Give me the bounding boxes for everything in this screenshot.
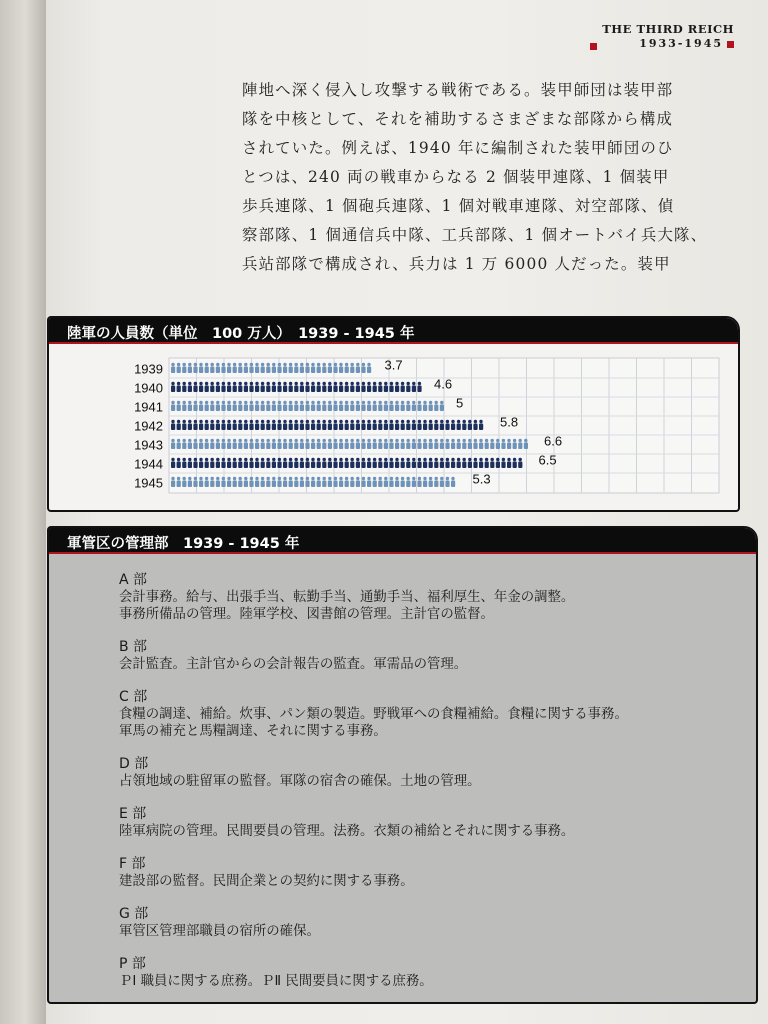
chart-header [49,318,738,344]
body-line: されていた。例えば、1940 年に編制された装甲師団のひ [242,139,674,157]
value-label: 3.7 [384,357,403,373]
personnel-chart [47,316,740,512]
department-duty: 建設部の監督。民間企業との契約に関する事務。 [119,874,414,889]
department-duty: 事務所備品の管理。陸軍学校、図書館の管理。主計官の監督。 [119,607,494,622]
department-duty: 会計監査。主計官からの会計報告の監査。軍需品の管理。 [119,657,468,672]
department-block [119,806,719,840]
bar-1944 [171,458,522,468]
body-line: 陣地へ深く侵入し攻撃する戦術である。装甲師団は装甲部 [242,81,674,99]
body-line: とつは、240 両の戦車からなる 2 個装甲連隊、1 個装甲 [242,168,670,186]
year-label: 1941 [134,399,163,415]
department-block [119,956,719,990]
department-block [119,689,719,740]
value-label: 6.5 [538,452,557,468]
department-heading: B 部 [119,639,148,655]
left-page-edge [0,0,46,1024]
year-label: 1939 [134,361,163,377]
value-label: 5.8 [500,414,519,430]
department-heading: C 部 [119,689,148,705]
value-label: 5.3 [472,471,491,487]
value-label: 5 [456,395,464,411]
year-label: 1945 [134,475,163,491]
chart-plot [49,344,738,510]
department-list [119,572,719,1004]
department-block [119,906,719,940]
body-line: 兵站部隊で構成され、兵力は 1 万 6000 人だった。装甲 [242,255,671,273]
chart-title: 陸軍の人員数（単位 100 万人） 1939 - 1945 年 [67,326,415,342]
department-heading: G 部 [119,906,149,922]
admin-title: 軍管区の管理部 1939 - 1945 年 [67,536,300,552]
department-duty: 陸軍病院の管理。民間要員の管理。法務。衣類の補給とそれに関する事務。 [119,824,575,839]
body-line: 歩兵連隊、1 個砲兵連隊、1 個対戦車連隊、対空部隊、偵 [242,197,675,215]
bar-1941 [171,401,444,411]
series-title: THE THIRD REICH [602,22,734,36]
department-block [119,756,719,790]
department-block [119,572,719,623]
admin-departments-box [47,526,758,1004]
year-label: 1944 [134,456,163,472]
year-label: 1942 [134,418,163,434]
department-heading: A 部 [119,572,148,588]
value-label: 6.6 [544,433,563,449]
department-duty: 食糧の調達、補給。炊事、パン類の製造。野戦軍への食糧補給。食糧に関する事務。 [119,707,628,722]
admin-header [49,528,756,554]
body-line: 察部隊、1 個通信兵中隊、工兵部隊、1 個オートバイ兵大隊、 [242,226,708,244]
series-years: 1933-1945 [639,37,723,50]
value-label: 4.6 [434,376,453,392]
department-duty: ＰⅠ 職員に関する庶務。ＰⅡ 民間要員に関する庶務。 [119,974,433,989]
department-heading: E 部 [119,806,147,822]
red-square-icon [590,43,597,50]
department-duty: 会計事務。給与、出張手当、転勤手当、通勤手当、福利厚生、年金の調整。 [119,590,575,605]
body-line: 隊を中核として、それを補助するさまざまな部隊から構成 [242,110,674,128]
year-label: 1943 [134,437,163,453]
department-duty: 占領地域の駐留軍の監督。軍隊の宿舎の確保。土地の管理。 [119,774,481,789]
department-heading: P 部 [119,956,146,972]
series-header [602,22,734,50]
department-heading: D 部 [119,756,149,772]
red-square-icon [727,41,734,48]
year-label: 1940 [134,380,163,396]
department-block [119,639,719,673]
bar-1945 [171,477,455,487]
department-block [119,856,719,890]
department-heading: F 部 [119,856,146,872]
department-duty: 軍管区管理部職員の宿所の確保。 [119,924,320,939]
department-duty: 軍馬の補充と馬糧調達、それに関する事務。 [119,724,387,739]
body-text [242,76,708,279]
